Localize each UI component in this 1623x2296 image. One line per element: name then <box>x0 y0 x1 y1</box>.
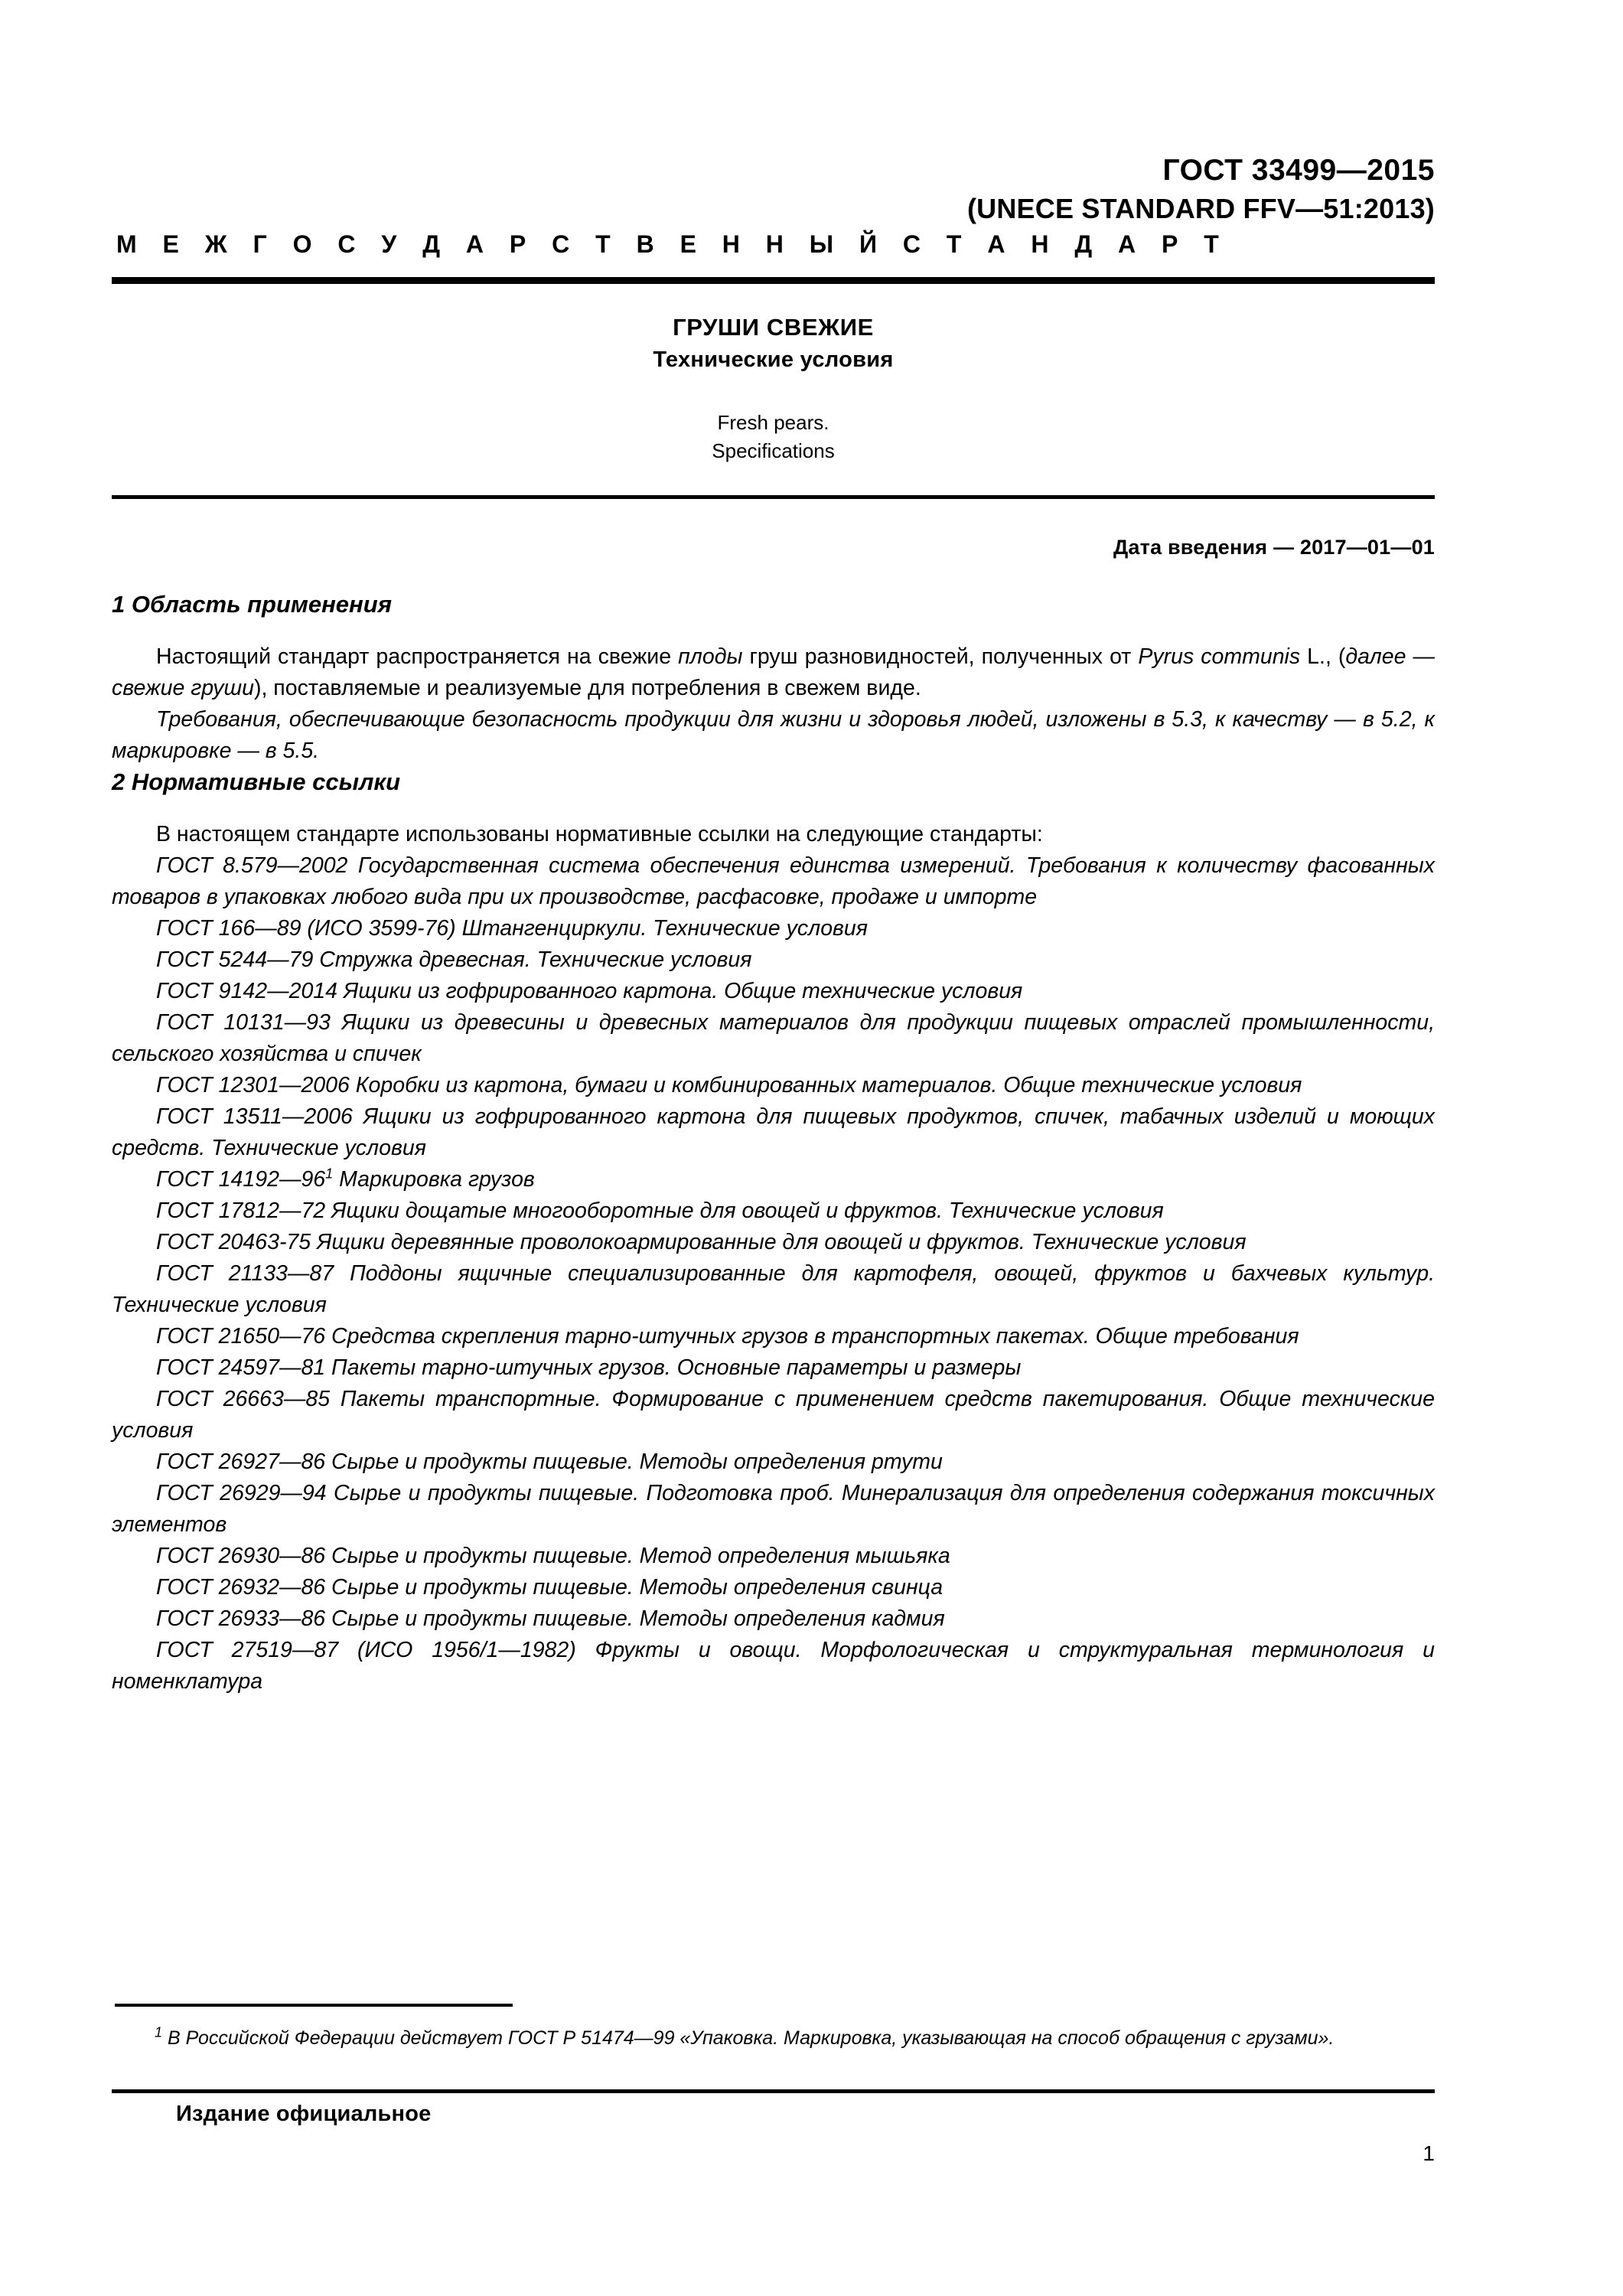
reference-item: ГОСТ 10131—93 Ящики из древесины и древесных материалов для продукции пищевых отраслей промышленности, сельского хозяйства и спичек <box>112 1010 1435 1066</box>
s1p1-text-4: ), поставляемые и реализуемые для потребления в свежем виде. <box>253 676 921 700</box>
reference-item: ГОСТ 26927—86 Сырье и продукты пищевые. Методы определения ртути <box>156 1450 943 1474</box>
section-1-paragraph-2: Требования, обеспечивающие безопасность продукции для жизни и здоровья людей, изложены в 5.3, к качеству — в 5.2, к маркировке — в 5.5. <box>112 707 1435 763</box>
gost-number: ГОСТ 33499—2015 <box>1162 154 1435 187</box>
section-1-heading: 1 Область применения <box>112 591 392 618</box>
reference-item: ГОСТ 20463-75 Ящики деревянные проволокоармированные для овощей и фруктов. Технические условия <box>156 1230 1247 1254</box>
page-number: 1 <box>1423 2141 1435 2165</box>
reference-item: ГОСТ 13511—2006 Ящики из гофрированного картона для пищевых продуктов, спичек, табачных изделий и моющих средств. Технические условия <box>112 1104 1435 1160</box>
reference-item-14192 <box>112 1164 1435 1195</box>
document-header <box>112 153 1435 259</box>
header-rule-top <box>112 277 1435 284</box>
reference-item: ГОСТ 26933—86 Сырье и продукты пищевые. Методы определения кадмия <box>156 1606 945 1631</box>
s1p1-text-1: Настоящий стандарт распространяется на свежие <box>156 644 679 669</box>
ref-14192-title: Маркировка грузов <box>333 1167 535 1192</box>
reference-item: ГОСТ 9142—2014 Ящики из гофрированного картона. Общие технические условия <box>156 979 1023 1003</box>
footer-rule <box>112 2089 1435 2093</box>
title-russian-main: ГРУШИ СВЕЖИЕ <box>673 314 874 341</box>
s1p1-text-2: груш разновидностей, полученных от <box>742 644 1139 669</box>
title-russian-sub: Технические условия <box>653 347 894 373</box>
title-block <box>112 312 1435 465</box>
reference-item: ГОСТ 12301—2006 Коробки из картона, бумаги и комбинированных материалов. Общие технические условия <box>156 1073 1302 1097</box>
reference-item: ГОСТ 26932—86 Сырье и продукты пищевые. Методы определения свинца <box>156 1575 943 1600</box>
title-english <box>112 409 1435 465</box>
footnote <box>112 2024 1435 2053</box>
reference-item: ГОСТ 5244—79 Стружка древесная. Технические условия <box>156 947 752 972</box>
footnote-text: В Российской Федерации действует ГОСТ Р 51474—99 «Упаковка. Маркировка, указывающая на способ обращения с грузами». <box>162 2027 1335 2049</box>
document-body <box>112 589 1435 1698</box>
reference-item: ГОСТ 26930—86 Сырье и продукты пищевые. Метод определения мышьяка <box>156 1544 950 1568</box>
title-rule-bottom <box>112 495 1435 499</box>
reference-item: ГОСТ 8.579—2002 Государственная система обеспечения единства измерений. Требования к количеству фасованных товаров в упаковках любого вида при их производстве, расфасовке, продаже и импорте <box>112 853 1435 909</box>
title-english-line1: Fresh pears. <box>717 411 829 435</box>
introduction-date: Дата введения — 2017—01—01 <box>1113 536 1435 559</box>
s1p1-text-3: L., ( <box>1300 644 1346 669</box>
interstate-standard-label: М Е Ж Г О С У Д А Р С Т В Е Н Н Ы Й С Т А Н Д А Р Т <box>116 230 1229 259</box>
reference-item: ГОСТ 21650—76 Средства скрепления тарно-штучных грузов в транспортных пакетах. Общие требования <box>156 1324 1299 1349</box>
reference-item: ГОСТ 27519—87 (ИСО 1956/1—1982) Фрукты и овощи. Морфологическая и структуральная терминология и номенклатура <box>112 1638 1435 1694</box>
section-2-heading: 2 Нормативные ссылки <box>112 768 401 795</box>
official-edition-label: Издание официальное <box>176 2102 432 2126</box>
reference-item: ГОСТ 26929—94 Сырье и продукты пищевые. Подготовка проб. Минерализация для определения содержания токсичных элементов <box>112 1481 1435 1537</box>
s1p1-italic-1: плоды <box>678 644 743 669</box>
footnote-separator <box>115 2004 513 2007</box>
section-1-paragraph-1 <box>112 641 1435 704</box>
reference-item: ГОСТ 166—89 (ИСО 3599-76) Штангенциркули. Технические условия <box>156 916 869 941</box>
reference-item: ГОСТ 17812—72 Ящики дощатые многооборотные для овощей и фруктов. Технические условия <box>156 1199 1164 1223</box>
reference-item: ГОСТ 21133—87 Поддоны ящичные специализированные для картофеля, овощей, фруктов и бахчевых культур. Технические условия <box>112 1261 1435 1317</box>
reference-item: ГОСТ 24597—81 Пакеты тарно-штучных грузов. Основные параметры и размеры <box>156 1355 1022 1380</box>
footnote-reference-marker: 1 <box>325 1166 334 1182</box>
section-2-intro: В настоящем стандарте использованы нормативные ссылки на следующие стандарты: <box>156 822 1043 846</box>
s1p1-italic-2: Pyrus communis <box>1138 644 1301 669</box>
s1p1-italic-3: далее — свежие груши <box>112 644 1435 700</box>
title-english-line2: Specifications <box>712 439 835 463</box>
ref-14192-number: ГОСТ 14192—96 <box>156 1167 326 1192</box>
unece-number: (UNECE STANDARD FFV—51:2013) <box>966 193 1435 225</box>
reference-item: ГОСТ 26663—85 Пакеты транспортные. Формирование с применением средств пакетирования. Общие технические условия <box>112 1387 1435 1443</box>
footnote-marker: 1 <box>155 2024 163 2040</box>
